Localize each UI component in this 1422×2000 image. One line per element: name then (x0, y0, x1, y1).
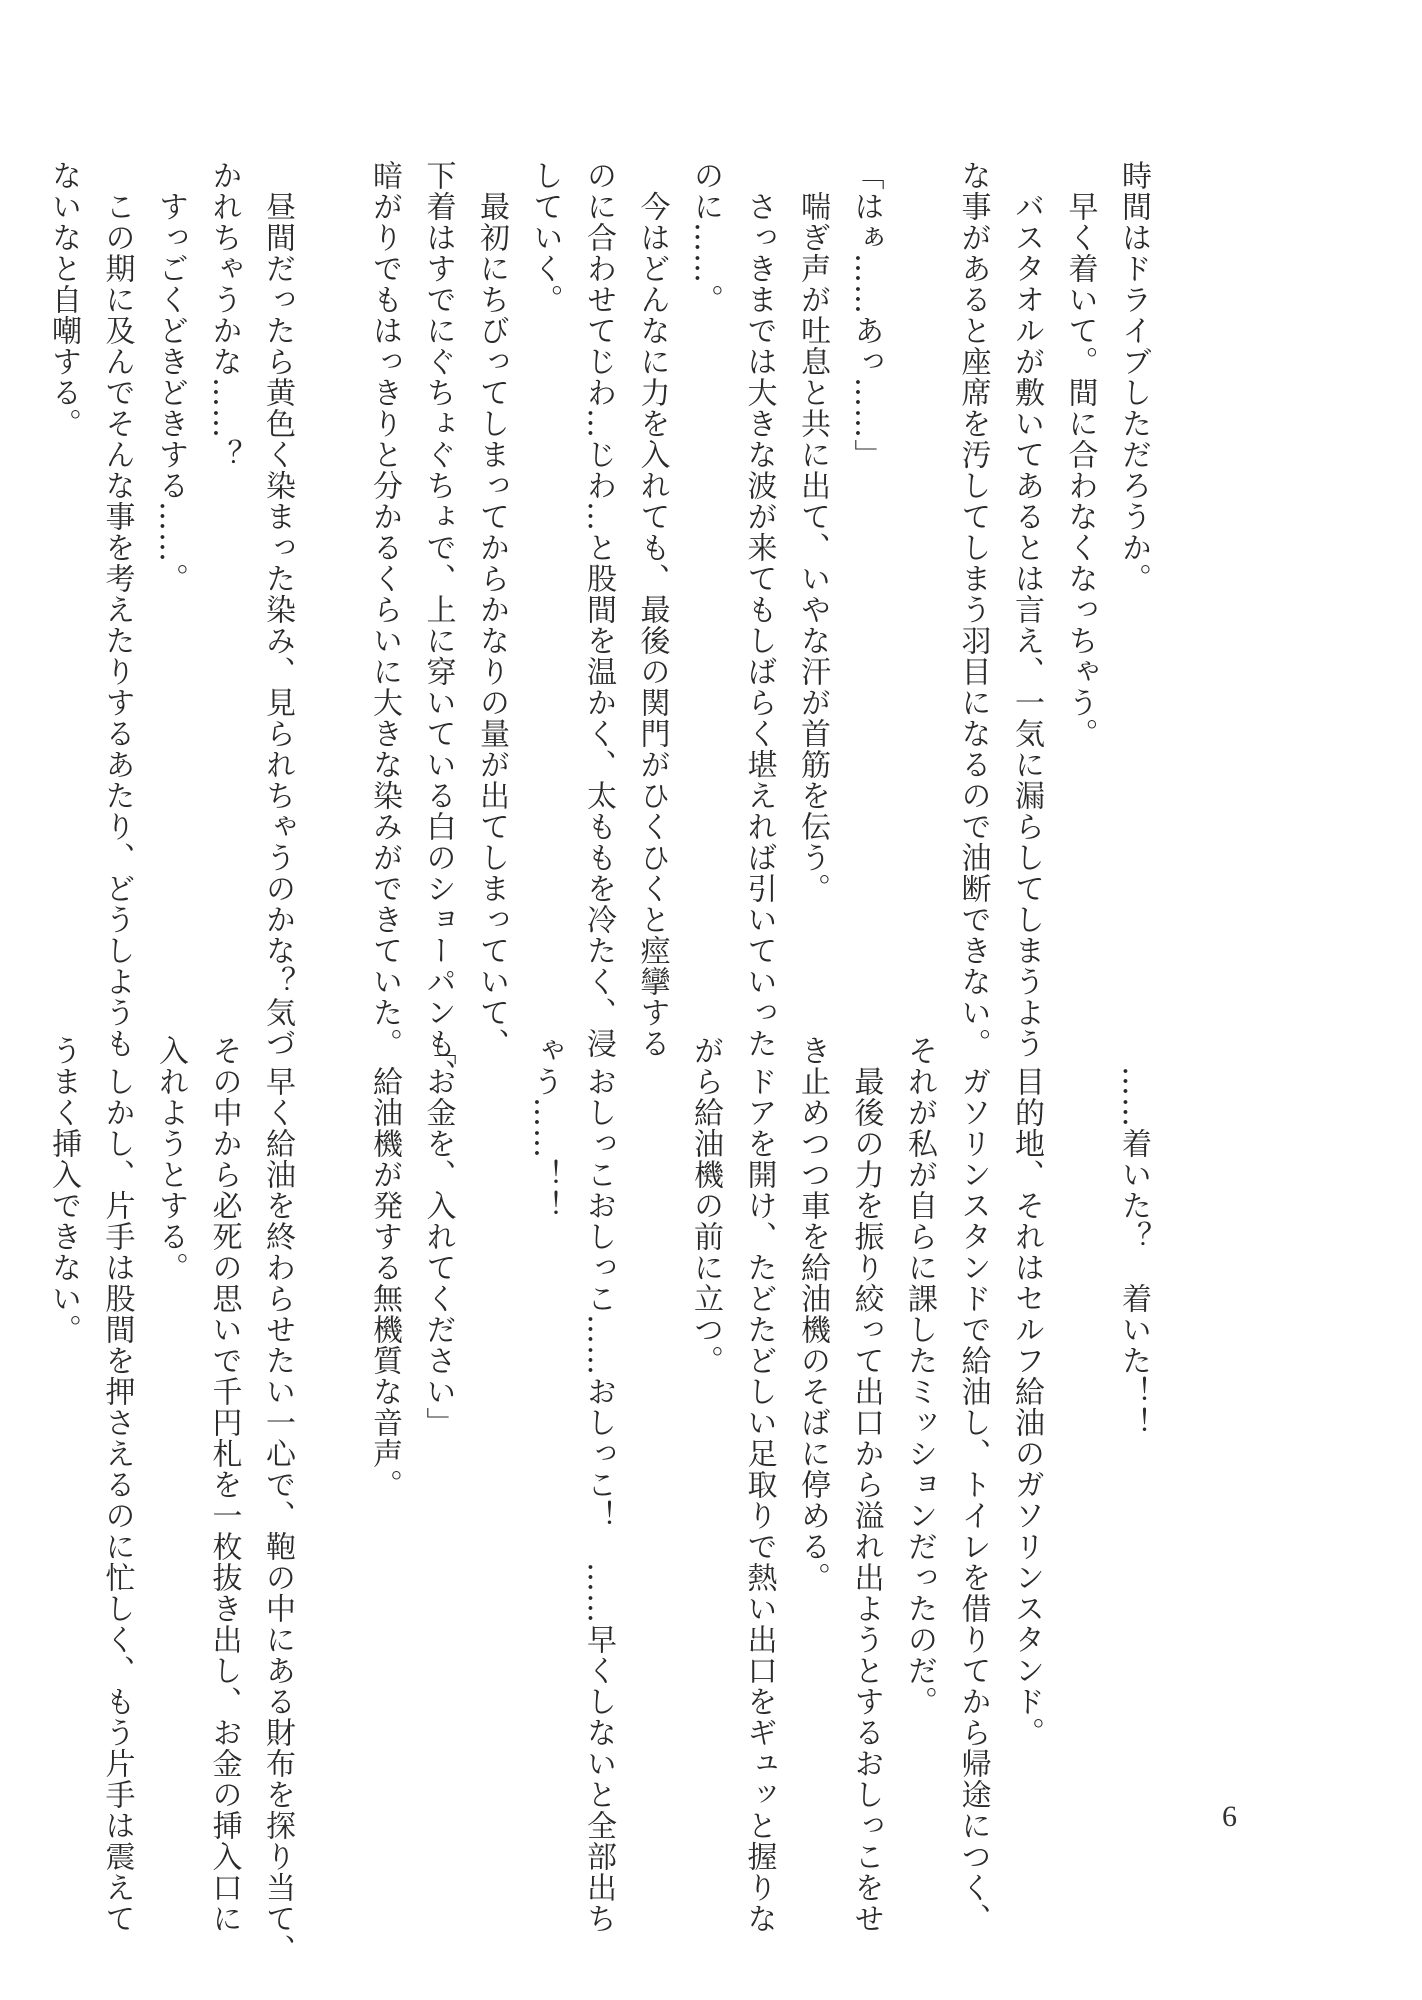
text-line (0, 160, 37, 980)
text-line: この期に及んでそんな事を考えたりするあたり、どうしようも (99, 160, 135, 1059)
text-line: 今はどんなに力を入れても、最後の関門がひくひくと痙攣する (634, 160, 670, 1059)
text-line: バスタオルが敷いてあるとは言え、一気に漏らしてしまうよう (1009, 160, 1044, 1059)
text-line (304, 1035, 358, 1875)
text-line: 昼間だったら黄色く染まった染み、見られちゃうのかな？気づ (260, 160, 295, 1059)
text-block-upper (46, 160, 1160, 1090)
text-line: 最初にちびってしまってからかなりの量が出てしまっていて、 (474, 160, 509, 1059)
text-line: ガソリンスタンドで給油し、トイレを借りてから帰途につく、 (955, 1035, 991, 1934)
text-line: その中から必死の思いで千円札を一枚抜き出し、お金の挿入口に (206, 1035, 242, 1934)
text-line: 給油機が発する無機質な音声。 (367, 1035, 402, 1500)
text-line: 最後の力を振り絞って出口から溢れ出ようとするおしっこをせ (848, 1035, 884, 1934)
text-line: ないなと自嘲する。 (46, 160, 81, 439)
text-line: 早く着いて。間に合わなくなっちゃう。 (1062, 160, 1098, 749)
text-line: 「はぁ……あっ……」 (848, 160, 884, 470)
text-line: がら給油機の前に立つ。 (688, 1035, 723, 1376)
text-line: しかし、片手は股間を押さえるのに忙しく、もう片手は震えて (99, 1035, 135, 1934)
text-line: 下着はすでにぐちょぐちょで、上に穿いている白のショーパンも、 (420, 160, 456, 1090)
text-line: 時間はドライブしただろうか。 (1116, 160, 1151, 594)
text-block-lower (46, 1035, 1160, 1965)
text-line: のに……。 (688, 160, 723, 315)
text-line (304, 160, 358, 980)
text-line: のに合わせてじわ…じわ…と股間を温かく、太ももを冷たく、浸 (581, 160, 616, 1059)
text-line: それが私が自らに課したミッションだったのだ。 (902, 1035, 937, 1717)
text-line: おしっこおしっこ……おしっこ！ ……早くしないと全部出ち (581, 1035, 616, 1934)
text-line: 入れようとする。 (153, 1035, 188, 1283)
text-line: かれちゃうかな……？ (206, 160, 242, 470)
text-line: ゃう……！！ (527, 1035, 563, 1221)
text-line (625, 1035, 679, 1875)
text-line: 早く給油を終わらせたい一心で、鞄の中にある財布を探り当て、 (260, 1035, 295, 1965)
text-line: していく。 (527, 160, 563, 315)
text-line: ドアを開け、たどたどしい足取りで熱い出口をギュッと握りな (741, 1035, 777, 1934)
text-line (893, 160, 947, 980)
page-number: 6 (1222, 1800, 1237, 1833)
text-line (1053, 1035, 1107, 1875)
text-line: 暗がりでもはっきりと分かるくらいに大きな染みができていた。 (367, 160, 402, 1059)
text-line: さっきまでは大きな波が来てもしばらく堪えれば引いていった (741, 160, 777, 1059)
text-line: な事があると座席を汚してしまう羽目になるので油断できない。 (955, 160, 991, 1059)
text-line: うまく挿入できない。 (46, 1035, 81, 1345)
text-line (0, 1035, 37, 1875)
text-line: 喘ぎ声が吐息と共に出て、いやな汗が首筋を伝う。 (795, 160, 830, 904)
text-line: すっごくどきどきする……。 (153, 160, 188, 594)
text-line (465, 1035, 519, 1875)
text-line: ……着いた？ 着いた！！ (1116, 1035, 1151, 1438)
text-line: き止めつつ車を給油機のそばに停める。 (795, 1035, 830, 1593)
text-line: 目的地、それはセルフ給油のガソリンスタンド。 (1009, 1035, 1044, 1748)
text-line: 「お金を、入れてください」 (420, 1035, 456, 1438)
